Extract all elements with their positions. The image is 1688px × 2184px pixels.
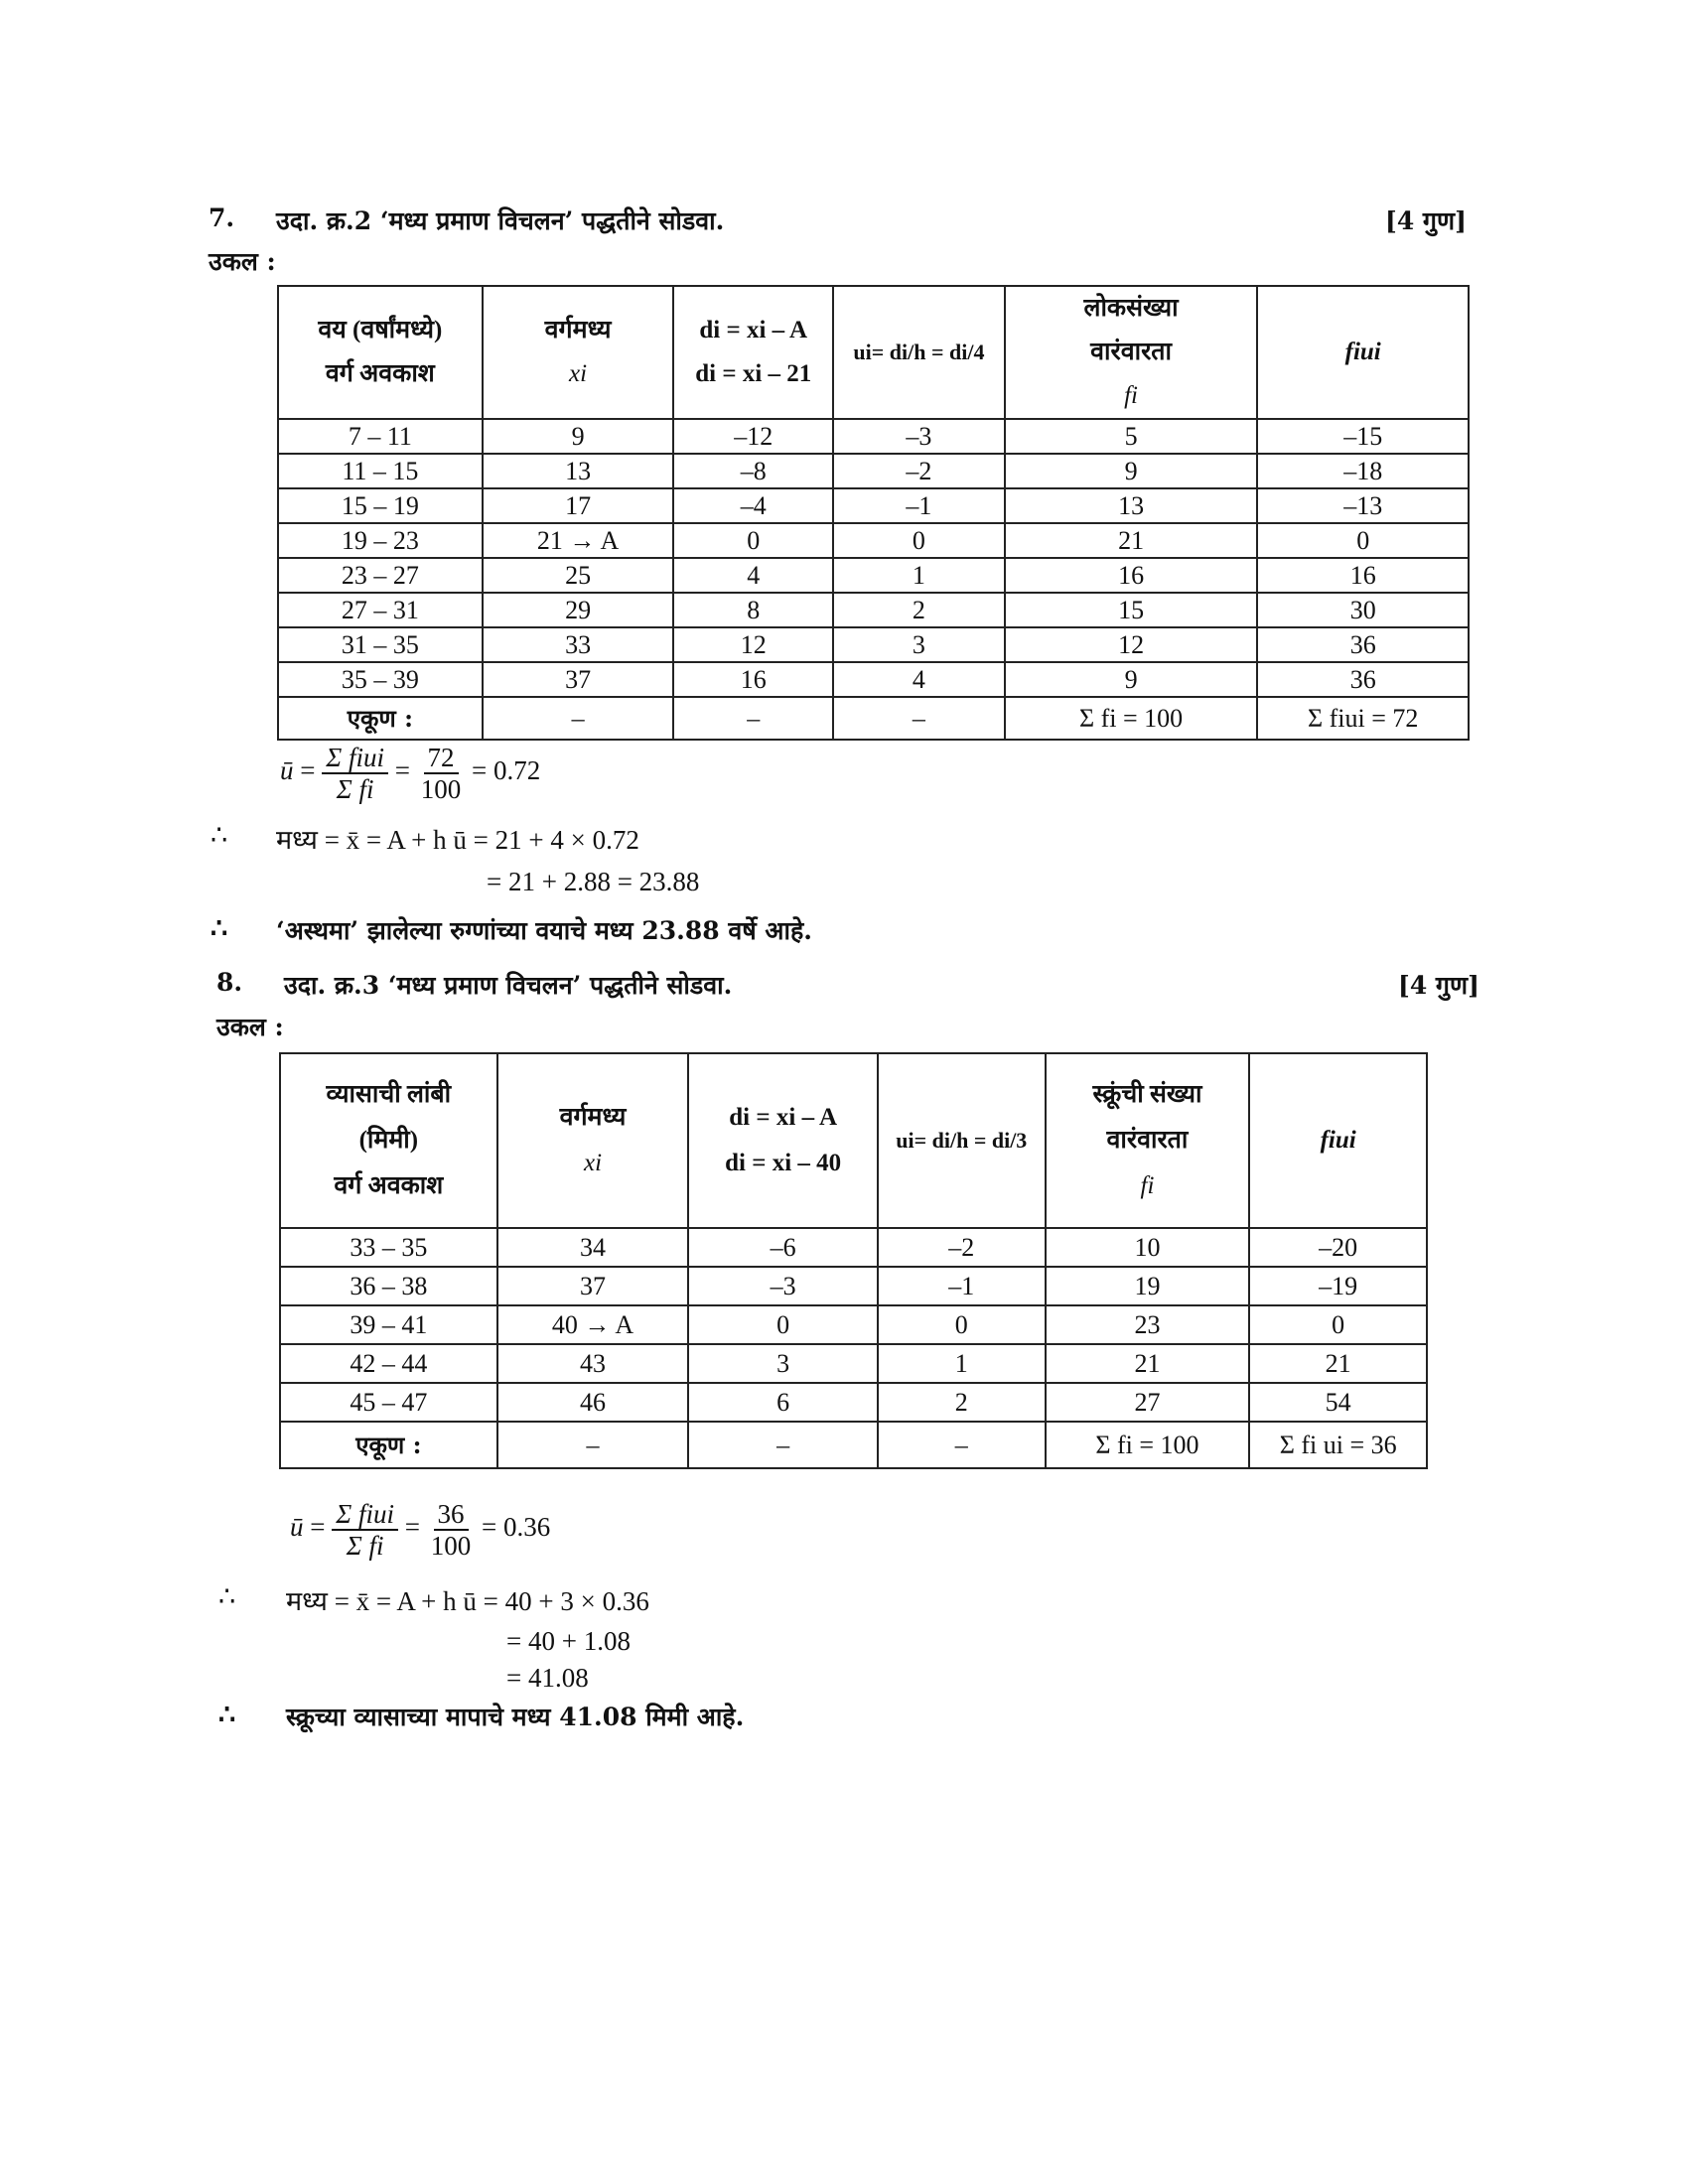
q8-ubar-denominator: Σ fi [346,1531,384,1561]
table-total-row [280,1422,1427,1468]
question-7-solution-label: उकल : [209,247,276,276]
q8-header-class-line1: व्यासाची लांबी [326,1081,452,1108]
q8-ubar-fraction [332,1499,398,1561]
q7-cell-midpoint: 9 [483,419,674,454]
q8-header-deviation-line2: di = xi – 40 [725,1150,842,1176]
q8-cell-class: 33 – 35 [280,1228,497,1267]
q7-cell-fiui: –13 [1257,488,1469,523]
q7-cell-deviation: –12 [673,419,833,454]
q7-cell-ui: 4 [833,662,1005,697]
q7-cell-midpoint: 29 [483,593,674,627]
q8-header-ui-formula: ui= di/h = di/3 [896,1128,1028,1153]
q7-cell-deviation: –4 [673,488,833,523]
q7-cell-fiui: –18 [1257,454,1469,488]
q8-header-class [280,1053,497,1228]
question-7-table [277,285,1470,741]
q7-cell-class: 27 – 31 [278,593,483,627]
q8-header-ui [878,1053,1046,1228]
q8-header-class-line3: वर्ग अवकाश [334,1172,444,1199]
q8-cell-midpoint: 40 → A [497,1305,689,1344]
q8-cell-fiui: 21 [1249,1344,1427,1383]
q7-cell-class: 35 – 39 [278,662,483,697]
table-row [280,1267,1427,1305]
q7-cell-class: 19 – 23 [278,523,483,558]
q7-cell-ui: –2 [833,454,1005,488]
q8-cell-ui: 0 [878,1305,1046,1344]
q8-cell-midpoint: 43 [497,1344,689,1383]
q7-cell-frequency: 13 [1005,488,1258,523]
q8-cell-ui: 1 [878,1344,1046,1383]
q7-cell-ui: 3 [833,627,1005,662]
q8-cell-class: 36 – 38 [280,1267,497,1305]
q8-conclusion: स्क्रूच्या व्यासाच्या मापाचे मध्य 41.08 मिमी आहे. [286,1703,745,1731]
q8-header-midpoint [497,1053,689,1228]
q7-cell-deviation: 4 [673,558,833,593]
q7-header-deviation [673,286,833,419]
q7-header-midpoint-line2: xi [569,360,588,387]
q8-cell-frequency: 21 [1046,1344,1250,1383]
q7-cell-frequency: 9 [1005,662,1258,697]
q7-cell-class: 7 – 11 [278,419,483,454]
table-row [278,488,1469,523]
q8-header-fiui-label: fiui [1320,1127,1356,1154]
q8-ubar-formula: ū = $\frac{\text{Σ fiui}}{\text{Σ fi}}$ = $\frac{36}{100}$ = 0.36 [290,1499,551,1561]
q8-ubar-result: = 0.36 [482,1512,551,1543]
question-7-marks: [4 गुण] [1385,206,1467,235]
q7-header-fiui [1257,286,1469,419]
q8-total-midpoint: – [497,1422,689,1468]
q8-cell-deviation: –3 [688,1267,878,1305]
q7-header-frequency-line1: लोकसंख्या [1083,295,1179,322]
table-row [280,1228,1427,1267]
q7-cell-class: 31 – 35 [278,627,483,662]
q7-conclusion: ‘अस्थमा’ झालेल्या रुग्णांच्या वयाचे मध्य 23.88 वर्षे आहे. [276,916,812,945]
q8-header-frequency-line2: वारंवारता [1106,1127,1189,1154]
table-row [278,419,1469,454]
q7-cell-frequency: 15 [1005,593,1258,627]
q8-total-class: एकूण : [280,1422,497,1468]
q7-cell-midpoint: 17 [483,488,674,523]
table-row [278,558,1469,593]
q8-cell-frequency: 23 [1046,1305,1250,1344]
q8-cell-deviation: 6 [688,1383,878,1422]
q8-cell-midpoint: 37 [497,1267,689,1305]
q8-ubar-value-fraction [427,1499,476,1561]
q7-mean-line-2: = 21 + 2.88 = 23.88 [487,867,700,896]
q7-cell-deviation: 8 [673,593,833,627]
q7-cell-fiui: 16 [1257,558,1469,593]
q7-therefore-1: ∴ [211,820,228,850]
q8-cell-deviation: 0 [688,1305,878,1344]
q8-cell-class: 42 – 44 [280,1344,497,1383]
q8-ubar-value-denominator: 100 [430,1531,472,1561]
q8-header-frequency-line3: fi [1140,1172,1155,1199]
q7-ubar-value-denominator: 100 [420,774,462,804]
q7-header-frequency-line2: वारंवारता [1090,339,1173,365]
table-row [280,1383,1427,1422]
q8-cell-frequency: 27 [1046,1383,1250,1422]
q8-header-class-line2: (मिमी) [358,1127,419,1154]
q7-header-deviation-line1: di = xi – A [699,317,808,343]
q7-cell-fiui: 0 [1257,523,1469,558]
q7-cell-midpoint: 37 [483,662,674,697]
q8-cell-class: 45 – 47 [280,1383,497,1422]
table-row [278,593,1469,627]
q7-header-ui [833,286,1005,419]
q7-header-midpoint-line1: वर्गमध्य [544,317,612,343]
q7-header-ui-formula: ui= di/h = di/4 [853,340,985,364]
q8-cell-frequency: 19 [1046,1267,1250,1305]
q7-header-frequency-line3: fi [1124,382,1139,409]
q8-header-frequency [1046,1053,1250,1228]
q7-total-frequency: Σ fi = 100 [1005,697,1258,740]
q8-total-fiui: Σ fi ui = 36 [1249,1422,1427,1468]
q7-header-fiui-label: fiui [1344,339,1381,365]
q8-therefore-2: ∴ [218,1700,236,1729]
question-8-number: 8. [216,968,243,997]
q7-header-midpoint [483,286,674,419]
q7-cell-frequency: 21 [1005,523,1258,558]
q8-mean-line-2: = 40 + 1.08 [506,1626,631,1656]
q7-header-class [278,286,483,419]
q7-total-ui: – [833,697,1005,740]
question-8-solution-label: उकल : [216,1013,284,1041]
q7-cell-ui: –1 [833,488,1005,523]
q7-ubar-value-numerator: 72 [424,743,459,774]
table-row [278,627,1469,662]
q7-mean-line-1: मध्य = x̄ = A + h ū = 21 + 4 × 0.72 [276,825,639,855]
q7-cell-deviation: 0 [673,523,833,558]
q8-cell-deviation: 3 [688,1344,878,1383]
q7-ubar-result: = 0.72 [472,755,541,786]
q7-header-frequency [1005,286,1258,419]
q8-header-deviation-line1: di = xi – A [729,1104,837,1131]
q7-cell-ui: –3 [833,419,1005,454]
q7-ubar-symbol: ū [280,755,294,786]
q7-cell-midpoint: 21 → A [483,523,674,558]
table-row [278,454,1469,488]
q7-cell-class: 23 – 27 [278,558,483,593]
q8-header-frequency-line1: स्क्रूंची संख्या [1092,1081,1202,1108]
q8-cell-deviation: –6 [688,1228,878,1267]
q7-total-deviation: – [673,697,833,740]
q7-ubar-fraction [322,743,388,804]
table-total-row [278,697,1469,740]
q7-total-fiui: Σ fiui = 72 [1257,697,1469,740]
q8-header-deviation [688,1053,878,1228]
q8-header-fiui [1249,1053,1427,1228]
question-8-table [279,1052,1428,1469]
q7-cell-frequency: 16 [1005,558,1258,593]
q8-total-ui: – [878,1422,1046,1468]
q7-cell-deviation: 16 [673,662,833,697]
q7-therefore-2: ∴ [211,913,228,943]
question-7-title: उदा. क्र.2 ‘मध्य प्रमाण विचलन’ पद्धतीने सोडवा. [276,206,725,235]
q8-mean-line-1: मध्य = x̄ = A + h ū = 40 + 3 × 0.36 [286,1586,649,1616]
q8-cell-midpoint: 34 [497,1228,689,1267]
table-row [278,662,1469,697]
q8-cell-ui: 2 [878,1383,1046,1422]
table-row [280,1344,1427,1383]
q7-header-deviation-line2: di = xi – 21 [695,360,812,387]
q8-cell-midpoint: 46 [497,1383,689,1422]
q8-cell-ui: –1 [878,1267,1046,1305]
question-8-marks: [4 गुण] [1398,971,1479,1000]
q7-cell-fiui: –15 [1257,419,1469,454]
q7-cell-ui: 1 [833,558,1005,593]
q7-cell-fiui: 30 [1257,593,1469,627]
q8-mean-line-3: = 41.08 [506,1663,589,1693]
q7-cell-midpoint: 25 [483,558,674,593]
q8-header-midpoint-line2: xi [583,1150,603,1176]
table-row [280,1305,1427,1344]
q7-cell-frequency: 9 [1005,454,1258,488]
q8-ubar-numerator: Σ fiui [332,1499,398,1531]
q7-cell-class: 15 – 19 [278,488,483,523]
q8-cell-fiui: 0 [1249,1305,1427,1344]
q7-header-class-line2: वर्ग अवकाश [325,360,435,387]
q8-cell-fiui: –19 [1249,1267,1427,1305]
q8-cell-ui: –2 [878,1228,1046,1267]
q8-total-deviation: – [688,1422,878,1468]
q8-ubar-symbol: ū [290,1512,304,1543]
q7-ubar-denominator: Σ fi [336,774,374,804]
q8-ubar-value-numerator: 36 [434,1499,469,1531]
q7-cell-midpoint: 33 [483,627,674,662]
question-7-number: 7. [209,204,235,232]
q7-ubar-value-fraction [417,743,466,804]
q7-cell-ui: 2 [833,593,1005,627]
q7-cell-midpoint: 13 [483,454,674,488]
q7-cell-frequency: 5 [1005,419,1258,454]
q8-cell-class: 39 – 41 [280,1305,497,1344]
q7-total-class: एकूण : [278,697,483,740]
q7-ubar-numerator: Σ fiui [322,743,388,774]
q8-cell-fiui: 54 [1249,1383,1427,1422]
q7-cell-fiui: 36 [1257,662,1469,697]
q7-total-midpoint: – [483,697,674,740]
q8-total-frequency: Σ fi = 100 [1046,1422,1250,1468]
q7-cell-fiui: 36 [1257,627,1469,662]
q7-ubar-formula: ū = $\frac{\text{Σ fiui}}{\text{Σ fi}}$ = $\frac{72}{100}$ = 0.72 [280,743,541,804]
q7-cell-class: 11 – 15 [278,454,483,488]
q7-cell-frequency: 12 [1005,627,1258,662]
table-row [278,523,1469,558]
q7-header-class-line1: वय (वर्षांमध्ये) [318,317,443,343]
q7-cell-deviation: 12 [673,627,833,662]
q7-cell-ui: 0 [833,523,1005,558]
q8-cell-fiui: –20 [1249,1228,1427,1267]
q8-therefore-1: ∴ [218,1581,236,1611]
q8-header-midpoint-line1: वर्गमध्य [559,1104,627,1131]
q7-cell-deviation: –8 [673,454,833,488]
question-8-title: उदा. क्र.3 ‘मध्य प्रमाण विचलन’ पद्धतीने सोडवा. [284,971,733,1000]
q8-cell-frequency: 10 [1046,1228,1250,1267]
